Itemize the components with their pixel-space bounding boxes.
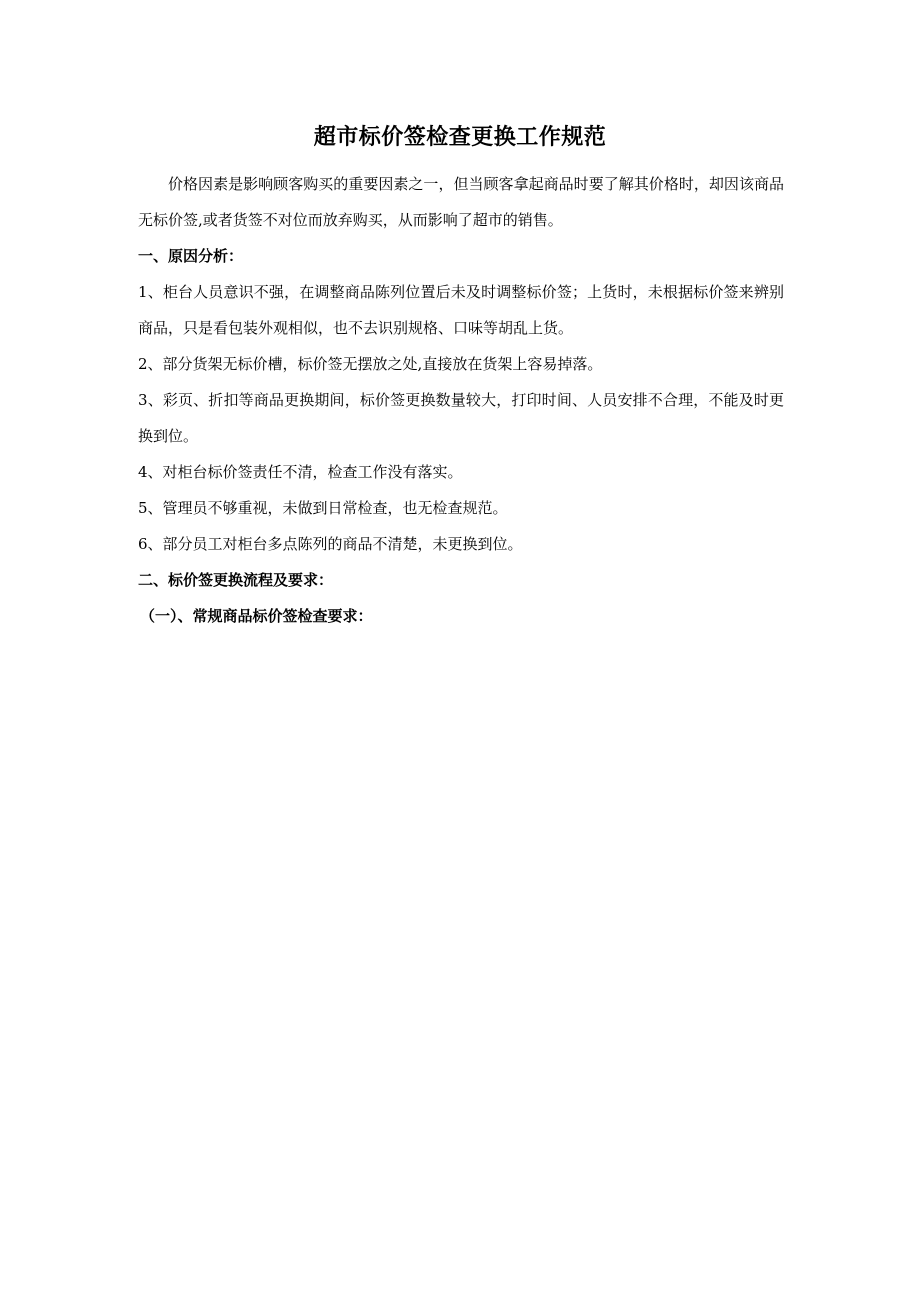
section-heading-process: 二、标价签更换流程及要求： (138, 571, 334, 589)
list-item: 5、管理员不够重视，未做到日常检查，也无检查规范。 (138, 499, 508, 517)
section-heading-reasons: 一、原因分析： (138, 247, 244, 265)
list-item: 1、柜台人员意识不强，在调整商品陈列位置后未及时调整标价签；上货时，未根据标价签来辨别商品，只是看包装外观相似，也不去识别规格、口味等胡乱上货。 (138, 283, 784, 337)
list-item: 3、彩页、折扣等商品更换期间，标价签更换数量较大，打印时间、人员安排不合理，不能及时更换到位。 (138, 391, 784, 445)
document-body (138, 166, 784, 634)
list-item: 4、对柜台标价签责任不清，检查工作没有落实。 (138, 463, 463, 481)
document-title: 超市标价签检查更换工作规范 (313, 124, 607, 150)
intro-paragraph: 价格因素是影响顾客购买的重要因素之一，但当顾客拿起商品时要了解其价格时，却因该商品无标价签,或者货签不对位而放弃购买，从而影响了超市的销售。 (138, 175, 784, 229)
subsection-heading-regular-goods: （一）、常规商品标价签检查要求： (140, 607, 373, 625)
list-item: 6、部分员工对柜台多点陈列的商品不清楚，未更换到位。 (138, 535, 523, 553)
list-item: 2、部分货架无标价槽，标价签无摆放之处,直接放在货架上容易掉落。 (138, 355, 603, 373)
